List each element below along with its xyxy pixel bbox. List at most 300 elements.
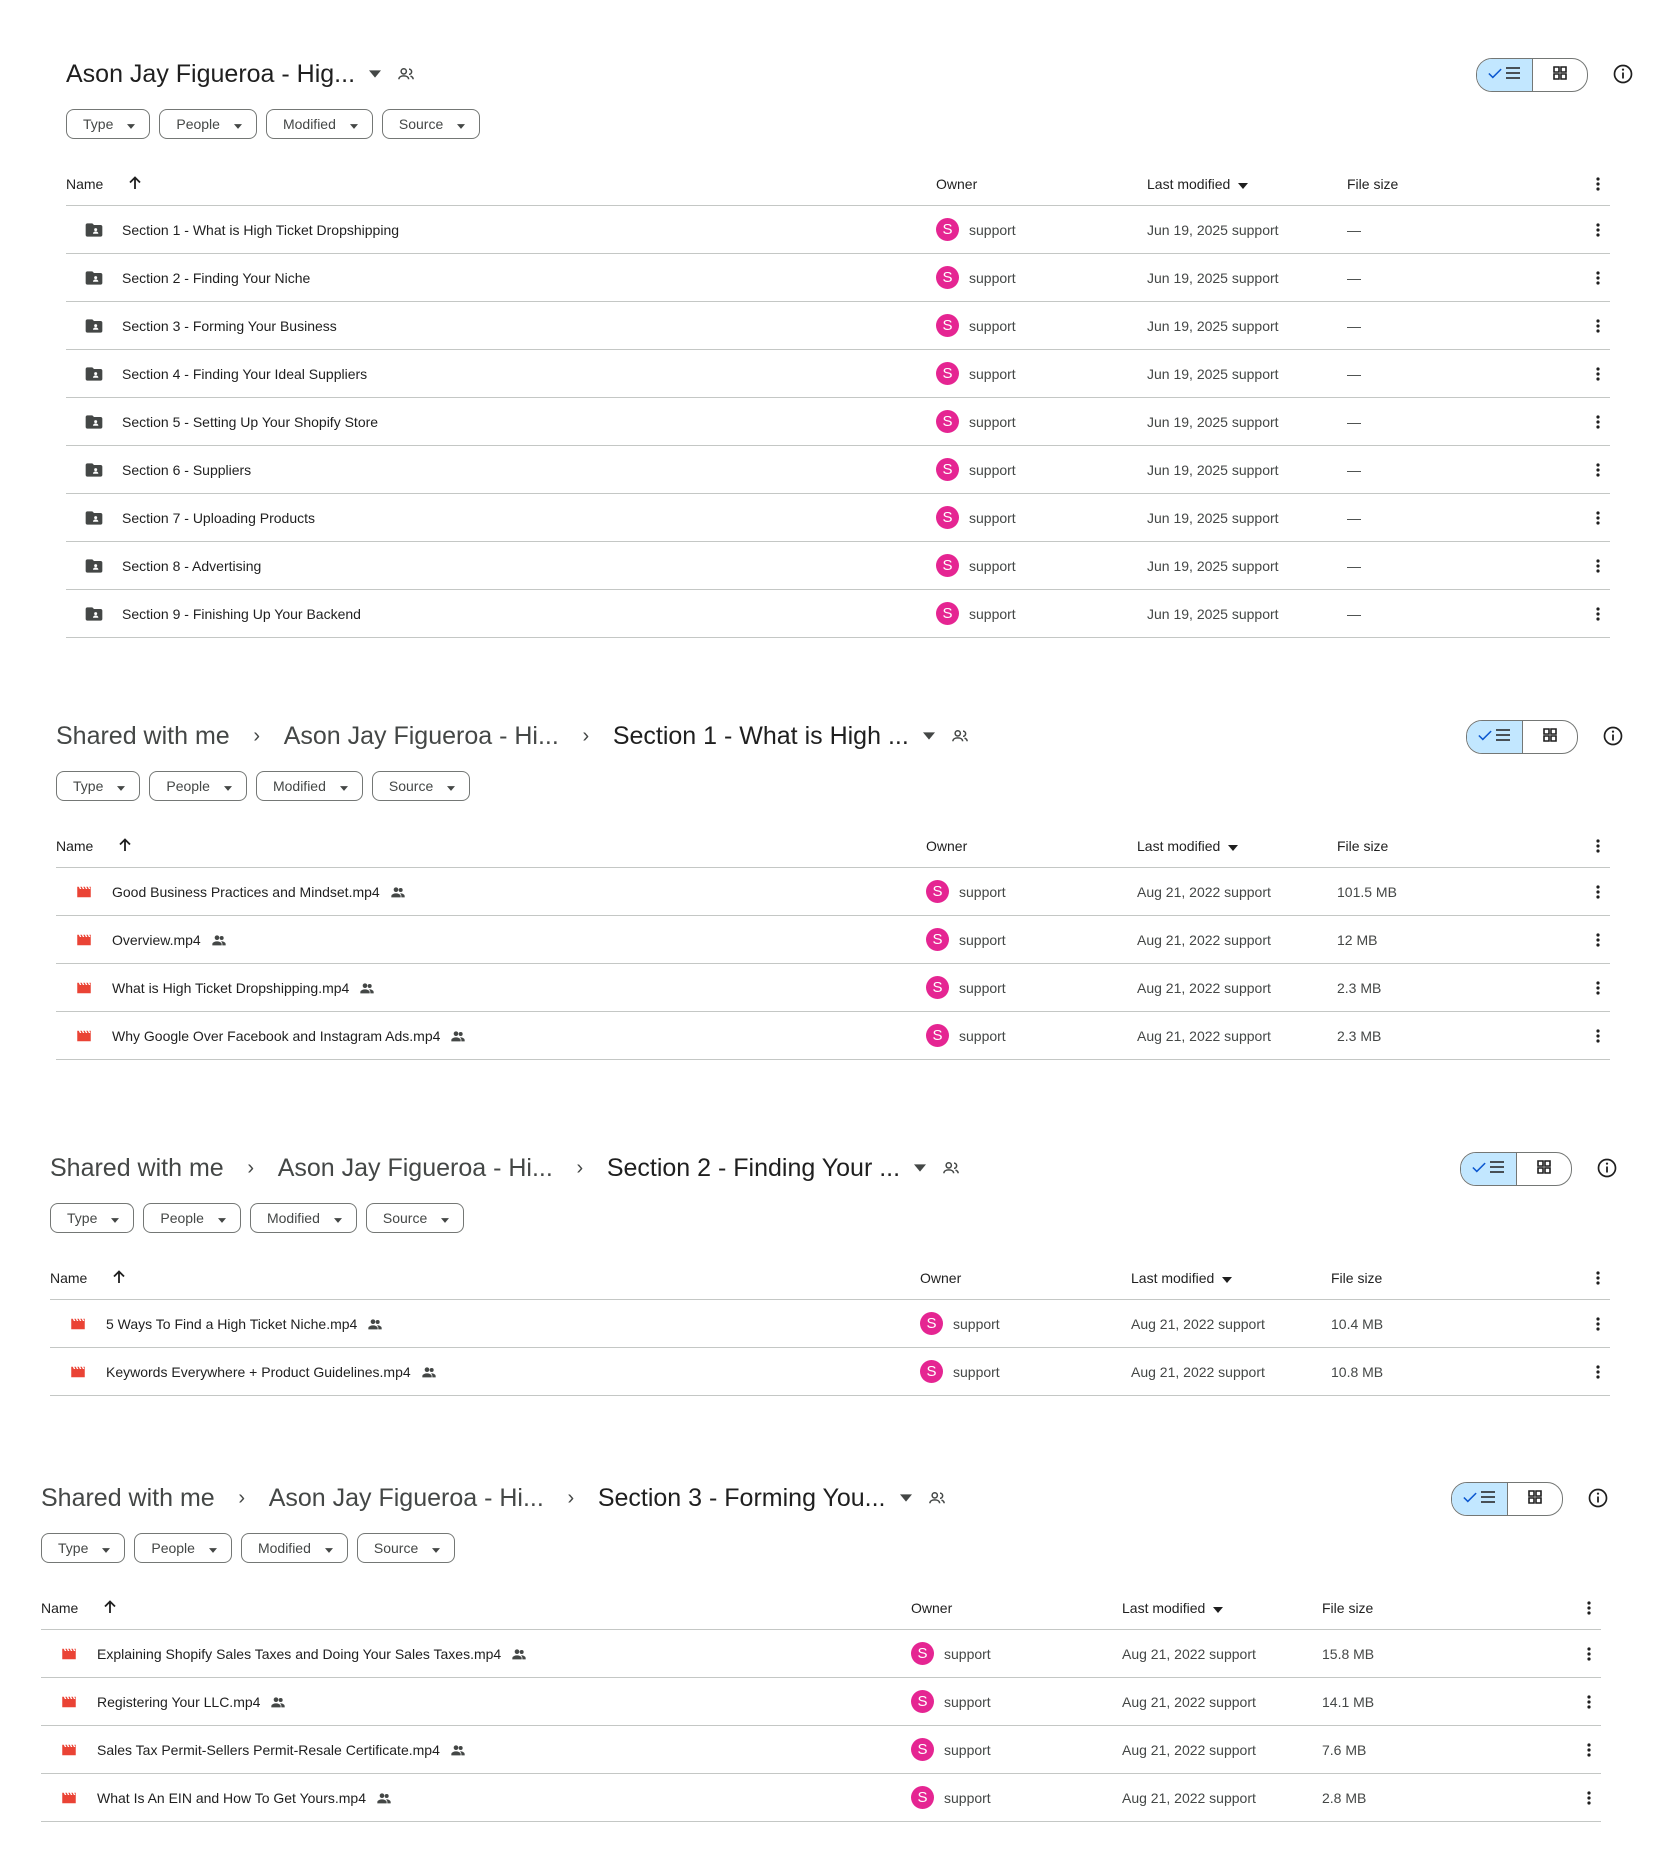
chevron-down-icon — [111, 1210, 119, 1226]
file-size-cell: — — [1347, 413, 1361, 430]
breadcrumb-link[interactable]: Ason Jay Figueroa - Hi... — [268, 1483, 544, 1512]
video-file-icon — [59, 1692, 79, 1712]
view-toggle — [1466, 720, 1578, 754]
owner-name: support — [944, 1693, 991, 1710]
file-name — [122, 542, 261, 589]
avatar[interactable]: S — [926, 976, 949, 999]
filter-chip-type[interactable] — [41, 1533, 125, 1563]
file-name-text: Section 6 - Suppliers — [122, 461, 252, 478]
owner-name: support — [969, 269, 1016, 286]
file-size-cell: — — [1347, 605, 1361, 622]
video-file-icon — [68, 1314, 88, 1334]
file-size-cell: — — [1347, 269, 1361, 286]
info-icon[interactable] — [1595, 1156, 1619, 1180]
owner-cell — [920, 1300, 1000, 1347]
table-row[interactable] — [56, 964, 1610, 1012]
more-actions-icon[interactable] — [1586, 398, 1610, 445]
filter-chip-modified[interactable] — [250, 1203, 357, 1233]
file-name — [112, 916, 227, 963]
file-name — [122, 302, 337, 349]
table-row[interactable] — [66, 590, 1610, 638]
table-row[interactable] — [50, 1300, 1610, 1348]
name-column-header[interactable] — [41, 1599, 118, 1618]
last-modified-cell: Aug 21, 2022 support — [1137, 1027, 1271, 1044]
avatar[interactable]: S — [911, 1690, 934, 1713]
table-row[interactable] — [66, 302, 1610, 350]
shared-folder-icon — [84, 268, 104, 288]
info-icon[interactable] — [1611, 62, 1635, 86]
check-icon — [1463, 1490, 1477, 1508]
more-actions-icon[interactable] — [1586, 494, 1610, 541]
table-row[interactable] — [41, 1726, 1601, 1774]
filter-chip-source[interactable] — [382, 109, 480, 139]
breadcrumb-separator-icon: › — [247, 1156, 255, 1179]
sort-arrow-up-icon[interactable] — [102, 1599, 118, 1618]
file-name — [122, 446, 251, 493]
file-size-cell: 2.3 MB — [1337, 1027, 1382, 1044]
filter-chip-modified[interactable] — [266, 109, 373, 139]
owner-cell — [911, 1774, 991, 1821]
file-size-column-header[interactable]: File size — [1322, 1600, 1374, 1616]
filter-bar — [50, 1203, 1610, 1233]
filter-chip-type[interactable] — [50, 1203, 134, 1233]
chevron-down-icon — [117, 778, 125, 794]
table-header — [41, 1587, 1601, 1630]
table-row[interactable] — [66, 542, 1610, 590]
list-icon — [1506, 66, 1520, 84]
filter-chip-people[interactable] — [134, 1533, 232, 1563]
check-icon — [1472, 1160, 1486, 1178]
shared-people-icon — [511, 1646, 527, 1662]
last-modified-label: Last modified — [1147, 176, 1231, 192]
file-name-text: Registering Your LLC.mp4 — [97, 1693, 261, 1710]
last-modified-column-header[interactable] — [1122, 1587, 1223, 1629]
chevron-down-icon — [209, 1540, 217, 1556]
avatar[interactable]: S — [920, 1312, 943, 1335]
filter-chip-label: Source — [398, 116, 444, 132]
breadcrumb — [56, 712, 971, 760]
owner-cell — [926, 868, 1006, 915]
file-name — [122, 494, 315, 541]
table-row[interactable] — [66, 494, 1610, 542]
filter-chip-label: Source — [382, 1210, 428, 1226]
file-name-text: Section 1 - What is High Ticket Dropshipping — [122, 221, 400, 238]
drive-panel-section-3 — [41, 1474, 1601, 1822]
file-name-text: Section 7 - Uploading Products — [122, 509, 315, 526]
owner-cell — [936, 542, 1016, 589]
chevron-down-icon — [350, 116, 358, 132]
owner-name: support — [969, 413, 1016, 430]
column-options-icon[interactable] — [1586, 825, 1610, 867]
drive-panel-section-1 — [56, 712, 1610, 1060]
last-modified-cell: Jun 19, 2025 support — [1147, 221, 1279, 238]
file-name — [122, 254, 310, 301]
owner-cell — [936, 350, 1016, 397]
info-icon[interactable] — [1601, 724, 1625, 748]
name-column-label: Name — [66, 176, 104, 192]
last-modified-column-header[interactable] — [1137, 825, 1238, 867]
list-view-button[interactable] — [1452, 1483, 1508, 1515]
view-toggle — [1451, 1482, 1563, 1516]
filter-chip-people[interactable] — [149, 771, 247, 801]
owner-column-header[interactable]: Owner — [926, 838, 968, 854]
last-modified-cell: Aug 21, 2022 support — [1122, 1741, 1256, 1758]
owner-cell — [936, 590, 1016, 637]
table-row[interactable] — [41, 1774, 1601, 1822]
grid-view-button[interactable] — [1523, 721, 1578, 753]
owner-name: support — [953, 1363, 1000, 1380]
name-column-header[interactable] — [50, 1269, 127, 1288]
chevron-down-icon — [325, 1540, 333, 1556]
list-icon — [1490, 1160, 1504, 1178]
file-name — [122, 206, 399, 253]
more-actions-icon[interactable] — [1586, 1300, 1610, 1347]
filter-chip-label: Source — [373, 1540, 419, 1556]
file-size-cell: 15.8 MB — [1322, 1645, 1375, 1662]
more-actions-icon[interactable] — [1586, 1012, 1610, 1059]
shared-people-icon — [450, 1028, 466, 1044]
page-title[interactable]: Ason Jay Figueroa - Hig... — [66, 59, 356, 88]
breadcrumb-link[interactable]: Ason Jay Figueroa - Hi... — [277, 1153, 553, 1182]
avatar[interactable]: S — [911, 1642, 934, 1665]
table-row[interactable] — [41, 1678, 1601, 1726]
last-modified-cell: Aug 21, 2022 support — [1137, 883, 1271, 900]
view-toggle — [1460, 1152, 1572, 1186]
file-size-cell: — — [1347, 461, 1361, 478]
file-table — [66, 163, 1610, 638]
owner-name: support — [953, 1315, 1000, 1332]
owner-column-header[interactable]: Owner — [936, 176, 978, 192]
filter-chip-people[interactable] — [159, 109, 257, 139]
owner-cell — [936, 494, 1016, 541]
page-title[interactable]: Section 1 - What is High ... — [612, 721, 909, 750]
filter-chip-type[interactable] — [66, 109, 150, 139]
breadcrumb — [50, 1144, 962, 1192]
owner-name: support — [944, 1741, 991, 1758]
column-options-icon[interactable] — [1586, 163, 1610, 205]
file-name-text: Section 5 - Setting Up Your Shopify Store — [122, 413, 379, 430]
avatar[interactable]: S — [911, 1738, 934, 1761]
panel-header — [66, 50, 1610, 98]
file-size-cell: — — [1347, 221, 1361, 238]
owner-cell — [926, 1012, 1006, 1059]
column-options-icon[interactable] — [1586, 1257, 1610, 1299]
file-size-cell: 2.3 MB — [1337, 979, 1382, 996]
file-size-cell: — — [1347, 509, 1361, 526]
avatar[interactable]: S — [926, 928, 949, 951]
file-size-cell: 2.8 MB — [1322, 1789, 1367, 1806]
filter-bar — [66, 109, 1610, 139]
owner-name: support — [969, 605, 1016, 622]
file-name — [112, 964, 375, 1011]
list-view-button[interactable] — [1477, 59, 1533, 91]
chevron-down-icon — [432, 1540, 440, 1556]
file-name-text: Keywords Everywhere + Product Guidelines.mp4 — [106, 1363, 411, 1380]
avatar[interactable]: S — [936, 458, 959, 481]
table-row[interactable] — [41, 1630, 1601, 1678]
more-actions-icon[interactable] — [1586, 542, 1610, 589]
file-size-cell: — — [1347, 317, 1361, 334]
avatar[interactable]: S — [911, 1786, 934, 1809]
filter-chip-label: Modified — [282, 116, 336, 132]
file-name — [97, 1678, 286, 1725]
owner-cell — [911, 1726, 991, 1773]
avatar[interactable]: S — [936, 506, 959, 529]
shared-people-icon — [211, 932, 227, 948]
panel-header — [56, 712, 1610, 760]
breadcrumb-link[interactable]: Shared with me — [50, 1153, 224, 1182]
drive-panel-section-2 — [50, 1144, 1610, 1396]
file-size-column-header[interactable]: File size — [1347, 176, 1399, 192]
table-row[interactable] — [66, 350, 1610, 398]
more-actions-icon[interactable] — [1586, 916, 1610, 963]
table-row[interactable] — [66, 398, 1610, 446]
avatar[interactable]: S — [936, 266, 959, 289]
name-column-header[interactable] — [56, 837, 133, 856]
sort-arrow-up-icon[interactable] — [117, 837, 133, 856]
file-name-text: 5 Ways To Find a High Ticket Niche.mp4 — [106, 1315, 358, 1332]
more-actions-icon[interactable] — [1586, 868, 1610, 915]
breadcrumb — [66, 50, 417, 98]
more-actions-icon[interactable] — [1586, 446, 1610, 493]
owner-cell — [936, 206, 1016, 253]
sort-arrow-down-icon — [1222, 1270, 1232, 1286]
chevron-down-icon — [224, 778, 232, 794]
shared-folder-icon — [84, 316, 104, 336]
owner-name: support — [969, 509, 1016, 526]
shared-folder-people-icon — [940, 1157, 962, 1179]
file-size-cell: — — [1347, 365, 1361, 382]
view-toggle — [1476, 58, 1588, 92]
sort-arrow-down-icon — [1238, 176, 1248, 192]
owner-name: support — [969, 557, 1016, 574]
grid-view-button[interactable] — [1508, 1483, 1563, 1515]
shared-folder-icon — [84, 220, 104, 240]
file-name-text: Section 4 - Finding Your Ideal Suppliers — [122, 365, 368, 382]
owner-cell — [936, 398, 1016, 445]
folder-menu-chevron-down-icon[interactable] — [886, 1492, 926, 1504]
file-name — [97, 1726, 466, 1773]
filter-bar — [56, 771, 1610, 801]
owner-name: support — [969, 317, 1016, 334]
more-actions-icon[interactable] — [1577, 1678, 1601, 1725]
file-name-text: Overview.mp4 — [112, 931, 201, 948]
owner-name: support — [944, 1645, 991, 1662]
breadcrumb-link[interactable]: Ason Jay Figueroa - Hi... — [283, 721, 559, 750]
list-icon — [1481, 1490, 1495, 1508]
folder-menu-chevron-down-icon[interactable] — [909, 730, 949, 742]
chevron-down-icon — [447, 778, 455, 794]
owner-name: support — [959, 1027, 1006, 1044]
last-modified-column-header[interactable] — [1131, 1257, 1232, 1299]
shared-folder-people-icon — [926, 1487, 948, 1509]
video-file-icon — [74, 930, 94, 950]
file-name-text: Good Business Practices and Mindset.mp4 — [112, 883, 380, 900]
more-actions-icon[interactable] — [1577, 1630, 1601, 1677]
shared-people-icon — [376, 1790, 392, 1806]
filter-chip-modified[interactable] — [256, 771, 363, 801]
more-actions-icon[interactable] — [1586, 350, 1610, 397]
drive-panel-root — [66, 50, 1610, 638]
owner-column-header[interactable]: Owner — [920, 1270, 962, 1286]
video-file-icon — [74, 1026, 94, 1046]
owner-column-header[interactable]: Owner — [911, 1600, 953, 1616]
breadcrumb-separator-icon: › — [567, 1486, 575, 1509]
more-actions-icon[interactable] — [1586, 590, 1610, 637]
folder-menu-chevron-down-icon[interactable] — [900, 1162, 940, 1174]
avatar[interactable]: S — [936, 218, 959, 241]
avatar[interactable]: S — [936, 602, 959, 625]
filter-chip-people[interactable] — [143, 1203, 241, 1233]
breadcrumb-separator-icon: › — [576, 1156, 584, 1179]
filter-chip-source[interactable] — [357, 1533, 455, 1563]
last-modified-cell: Jun 19, 2025 support — [1147, 413, 1279, 430]
last-modified-cell: Jun 19, 2025 support — [1147, 605, 1279, 622]
more-actions-icon[interactable] — [1586, 1348, 1610, 1395]
more-actions-icon[interactable] — [1577, 1726, 1601, 1773]
shared-folder-icon — [84, 364, 104, 384]
last-modified-cell: Aug 21, 2022 support — [1122, 1693, 1256, 1710]
last-modified-cell: Aug 21, 2022 support — [1131, 1315, 1265, 1332]
avatar[interactable]: S — [936, 554, 959, 577]
chevron-down-icon — [441, 1210, 449, 1226]
table-row[interactable] — [66, 206, 1610, 254]
more-actions-icon[interactable] — [1586, 254, 1610, 301]
more-actions-icon[interactable] — [1586, 964, 1610, 1011]
file-name-text: Section 2 - Finding Your Niche — [122, 269, 311, 286]
table-row[interactable] — [66, 254, 1610, 302]
list-view-button[interactable] — [1467, 721, 1523, 753]
filter-chip-modified[interactable] — [241, 1533, 348, 1563]
table-row[interactable] — [56, 916, 1610, 964]
last-modified-cell: Aug 21, 2022 support — [1137, 931, 1271, 948]
list-view-button[interactable] — [1461, 1153, 1517, 1185]
file-name — [97, 1630, 527, 1677]
filter-chip-type[interactable] — [56, 771, 140, 801]
owner-name: support — [944, 1789, 991, 1806]
avatar[interactable]: S — [936, 362, 959, 385]
table-row[interactable] — [56, 1012, 1610, 1060]
avatar[interactable]: S — [936, 314, 959, 337]
more-actions-icon[interactable] — [1586, 302, 1610, 349]
owner-name: support — [969, 461, 1016, 478]
file-name — [122, 590, 361, 637]
owner-cell — [926, 916, 1006, 963]
sort-arrow-up-icon[interactable] — [111, 1269, 127, 1288]
page-title[interactable]: Section 2 - Finding Your ... — [606, 1153, 901, 1182]
avatar[interactable]: S — [920, 1360, 943, 1383]
video-file-icon — [59, 1788, 79, 1808]
filter-chip-label: People — [160, 1210, 204, 1226]
column-options-icon[interactable] — [1577, 1587, 1601, 1629]
file-size-cell: 7.6 MB — [1322, 1741, 1367, 1758]
last-modified-cell: Aug 21, 2022 support — [1131, 1363, 1265, 1380]
breadcrumb — [41, 1474, 948, 1522]
last-modified-cell: Jun 19, 2025 support — [1147, 365, 1279, 382]
file-name-text: What Is An EIN and How To Get Yours.mp4 — [97, 1789, 366, 1806]
shared-folder-people-icon — [395, 63, 417, 85]
avatar[interactable]: S — [926, 880, 949, 903]
file-size-column-header[interactable]: File size — [1331, 1270, 1383, 1286]
table-row[interactable] — [66, 446, 1610, 494]
last-modified-cell: Jun 19, 2025 support — [1147, 461, 1279, 478]
file-size-cell: 101.5 MB — [1337, 883, 1397, 900]
folder-menu-chevron-down-icon[interactable] — [355, 68, 395, 80]
file-size-column-header[interactable]: File size — [1337, 838, 1389, 854]
file-name — [112, 868, 406, 915]
video-file-icon — [74, 882, 94, 902]
avatar[interactable]: S — [936, 410, 959, 433]
file-name — [122, 398, 378, 445]
more-actions-icon[interactable] — [1577, 1774, 1601, 1821]
sort-arrow-up-icon[interactable] — [127, 175, 143, 194]
check-icon — [1488, 66, 1502, 84]
file-name-text: Why Google Over Facebook and Instagram Ads.mp4 — [112, 1027, 441, 1044]
grid-view-button[interactable] — [1533, 59, 1588, 91]
last-modified-cell: Jun 19, 2025 support — [1147, 317, 1279, 334]
chevron-down-icon — [457, 116, 465, 132]
owner-cell — [936, 254, 1016, 301]
owner-cell — [926, 964, 1006, 1011]
shared-folder-icon — [84, 412, 104, 432]
file-size-cell: — — [1347, 557, 1361, 574]
panel-header — [50, 1144, 1610, 1192]
chevron-down-icon — [127, 116, 135, 132]
file-name-text: Section 9 - Finishing Up Your Backend — [122, 605, 361, 622]
shared-people-icon — [270, 1694, 286, 1710]
table-row[interactable] — [50, 1348, 1610, 1396]
filter-chip-label: People — [166, 778, 210, 794]
shared-folder-icon — [84, 460, 104, 480]
table-header — [50, 1257, 1610, 1300]
file-name-text: Section 8 - Advertising — [122, 557, 262, 574]
filter-chip-source[interactable] — [372, 771, 470, 801]
last-modified-cell: Jun 19, 2025 support — [1147, 509, 1279, 526]
video-file-icon — [68, 1362, 88, 1382]
owner-name: support — [959, 883, 1006, 900]
breadcrumb-link[interactable]: Shared with me — [56, 721, 230, 750]
chevron-down-icon — [218, 1210, 226, 1226]
grid-view-button[interactable] — [1517, 1153, 1572, 1185]
last-modified-column-header[interactable] — [1147, 163, 1248, 205]
file-size-cell: 12 MB — [1337, 931, 1378, 948]
check-icon — [1478, 728, 1492, 746]
owner-cell — [936, 302, 1016, 349]
name-column-label: Name — [50, 1270, 88, 1286]
file-name — [122, 350, 367, 397]
sort-arrow-down-icon — [1228, 838, 1238, 854]
file-name-text: Sales Tax Permit-Sellers Permit-Resale Certificate.mp4 — [97, 1741, 440, 1758]
filter-chip-label: Modified — [257, 1540, 311, 1556]
file-name — [112, 1012, 466, 1059]
last-modified-cell: Jun 19, 2025 support — [1147, 269, 1279, 286]
breadcrumb-link[interactable]: Shared with me — [41, 1483, 215, 1512]
owner-cell — [911, 1678, 991, 1725]
owner-name: support — [969, 221, 1016, 238]
filter-chip-label: Type — [67, 1210, 98, 1226]
table-row[interactable] — [56, 868, 1610, 916]
filter-chip-source[interactable] — [366, 1203, 464, 1233]
file-size-cell: 10.8 MB — [1331, 1363, 1384, 1380]
name-column-header[interactable] — [66, 175, 143, 194]
page-title[interactable]: Section 3 - Forming You... — [597, 1483, 886, 1512]
file-name — [97, 1774, 392, 1821]
more-actions-icon[interactable] — [1586, 206, 1610, 253]
filter-chip-label: Modified — [266, 1210, 320, 1226]
owner-cell — [936, 446, 1016, 493]
avatar[interactable]: S — [926, 1024, 949, 1047]
info-icon[interactable] — [1586, 1486, 1610, 1510]
